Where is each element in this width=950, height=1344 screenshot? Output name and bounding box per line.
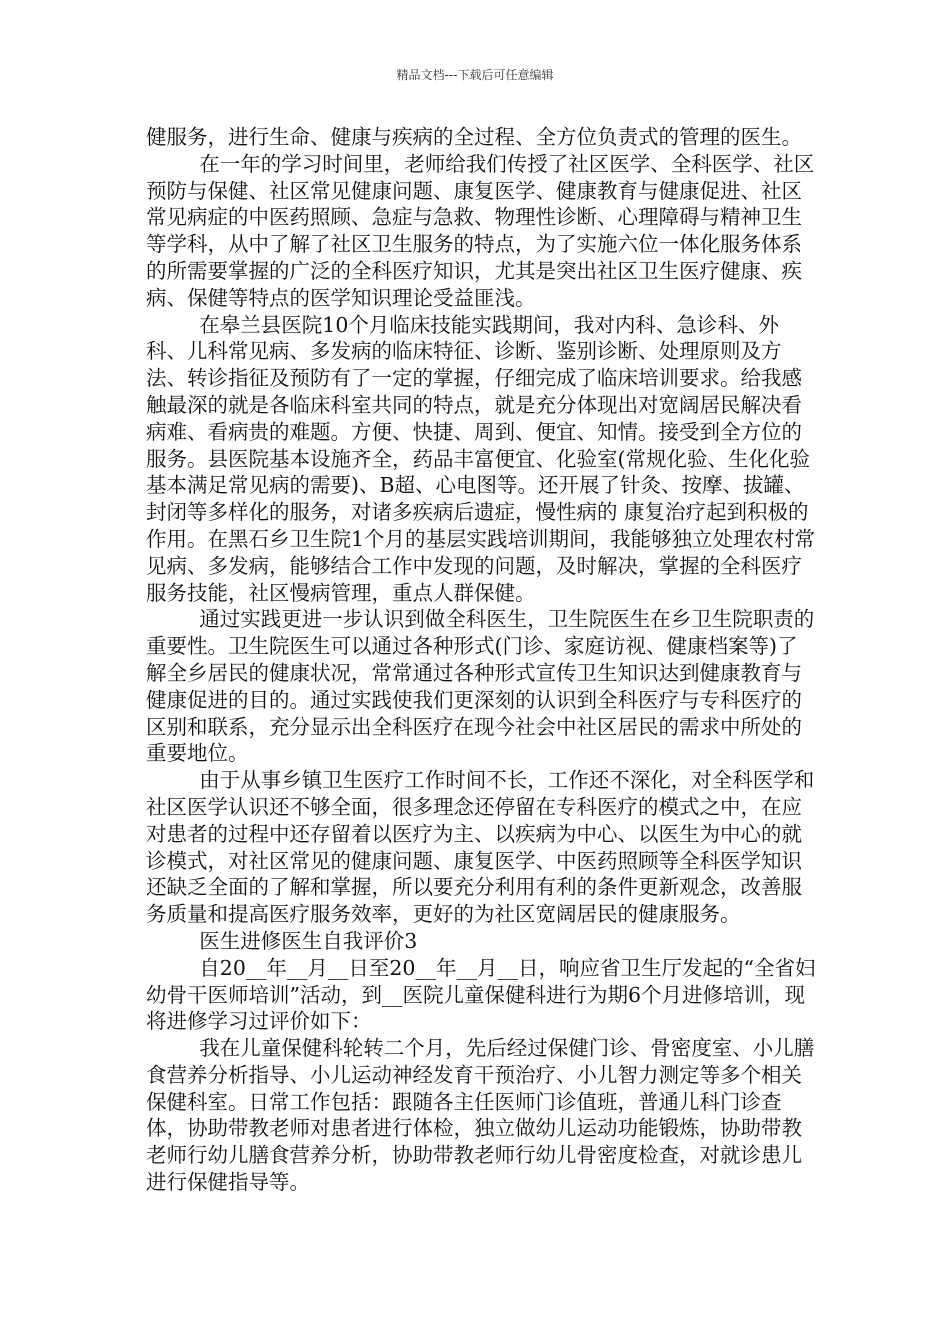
- document-body: [146, 124, 816, 1196]
- paragraph-study-period: 在一年的学习时间里，老师给我们传授了社区医学、全科医学、社区预防与保健、社区常见健康问题、康复医学、健康教育与健康促进、社区常见病症的中医药照顾、急症与急救、物理性诊断、心理障碍与精神卫生等学科，从中了解了社区卫生服务的特点，为了实施六位一体化服务体系的所需要掌握的广泛的全科医疗知识，尤其是突出社区卫生医疗健康、疾病、保健等特点的医学知识理论受益匪浅。: [146, 151, 815, 310]
- paragraph-child-health-rotation: 我在儿童保健科轮转二个月，先后经过保健门诊、骨密度室、小儿膳食营养分析指导、小儿运动神经发育干预治疗、小儿智力测定等多个相关保健科室。日常工作包括：跟随各主任医师门诊值班，普通儿科门诊查体，协助带教老师对患者进行体检，独立做幼儿运动功能锻炼，协助带教老师行幼儿膳食营养分析，协助带教老师行幼儿骨密度检查，对就诊患儿进行保健指导等。: [146, 1036, 815, 1195]
- paragraph-training-intro: 自20__年__月__日至20__年__月__日，响应省卫生厅发起的“全省妇幼骨干医师培训”活动，到__医院儿童保健科进行为期6个月进修培训，现将进修学习过评价如下：: [146, 955, 816, 1034]
- paragraph-clinical-practice: 在皋兰县医院10个月临床技能实践期间，我对内科、急诊科、外科、儿科常见病、多发病的临床特征、诊断、鉴别诊断、处理原则及方法、转诊指征及预防有了一定的掌握，仔细完成了临床培训要求。给我感触最深的就是各临床科室共同的特点，就是充分体现出对宽阔居民解决看病难、看病贵的难题。方便、快捷、周到、便宜、知情。接受到全方位的服务。县医院基本设施齐全，药品丰富便宜、化验室(常规化验、生化化验基本满足常见病的需要)、B超、心电图等。还开展了针灸、按摩、拔罐、封闭等多样化的服务，对诸多疾病后遗症，慢性病的 康复治疗起到积极的作用。在黑石乡卫生院1个月的基层实践培训期间，我能够独立处理农村常见病、多发病，能够结合工作中发现的问题，及时解决，掌握的全科医疗服务技能，社区慢病管理，重点人群保健。: [146, 312, 816, 605]
- paragraph-practice-insight: 通过实践更进一步认识到做全科医生，卫生院医生在乡卫生院职责的重要性。卫生院医生可以通过各种形式(门诊、家庭访视、健康档案等)了解全乡居民的健康状况，常常通过各种形式宣传卫生知识达到健康教育与健康促进的目的。通过实践使我们更深刻的认识到全科医疗与专科医疗的区别和联系，充分显示出全科医疗在现今社会中社区居民的需求中所处的重要地位。: [146, 607, 815, 766]
- paragraph-continuation: 健服务，进行生命、健康与疾病的全过程、全方位负责式的管理的医生。: [146, 125, 802, 149]
- paragraph-shortcomings: 由于从事乡镇卫生医疗工作时间不长，工作还不深化，对全科医学和社区医学认识还不够全面，很多理念还停留在专科医疗的模式之中，在应对患者的过程中还存留着以医疗为主、以疾病为中心、以医生为中心的就诊模式，对社区常见的健康问题、康复医学、中医药照顾等全科医学知识还缺乏全面的了解和掌握，所以要充分利用有利的条件更新观念，改善服务质量和提高医疗服务效率，更好的为社区宽阔居民的健康服务。: [146, 768, 815, 927]
- page-header: 精品文档---下载后可任意编辑: [396, 68, 554, 82]
- section-heading: 医生进修医生自我评价3: [199, 928, 418, 953]
